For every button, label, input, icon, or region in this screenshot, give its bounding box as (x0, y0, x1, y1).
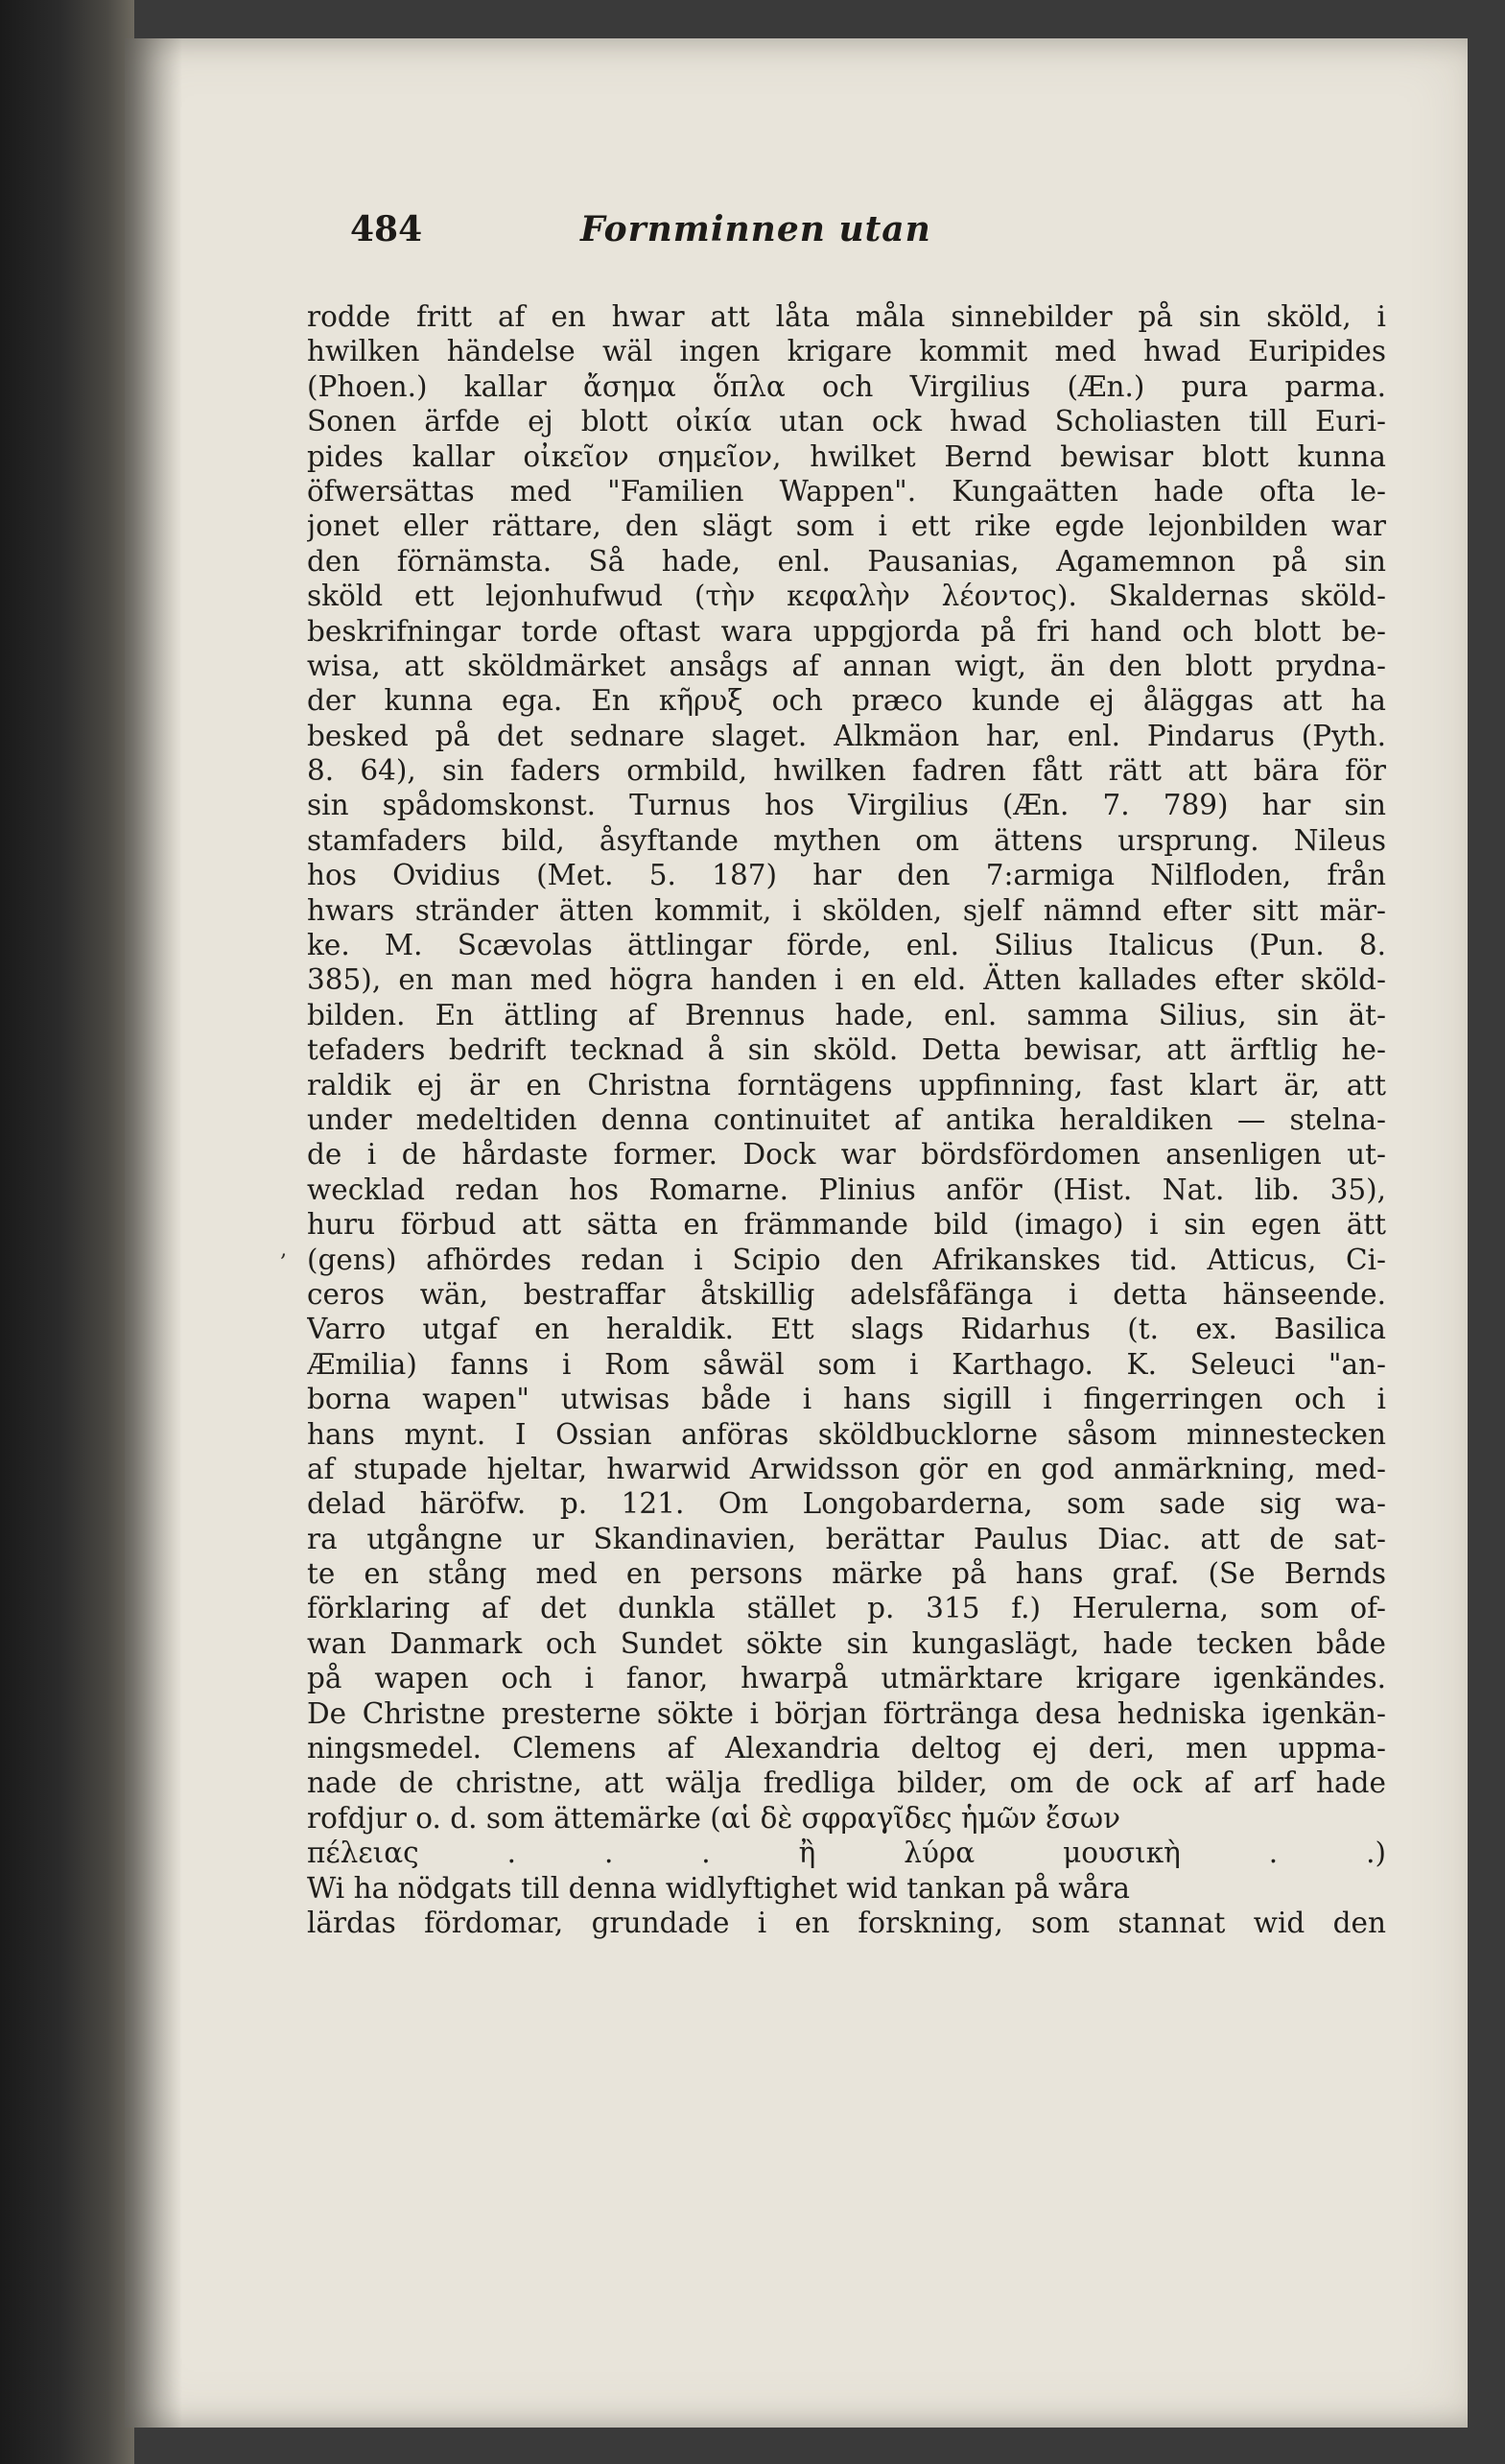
text-line: wisa, att sköldmärket ansågs af annan wigt, än den blott prydna- (307, 649, 1386, 682)
text-line: rodde fritt af en hwar att låta måla sinnebilder på sin sköld, i (307, 300, 1386, 333)
text-line: stamfaders bild, åsyftande mythen om ättens ursprung. Nileus (307, 823, 1386, 857)
spine-shadow (125, 38, 182, 2428)
text-line: huru förbud att sätta en främmande bild (imago) i sin egen ätt (307, 1208, 1386, 1242)
text-line: wan Danmark och Sundet sökte sin kungaslägt, hade tecken både (307, 1626, 1386, 1660)
text-line: Varro utgaf en heraldik. Ett slags Ridarhus (t. ex. Basilica (307, 1313, 1386, 1346)
text-line: under medeltiden denna continuitet af antika heraldiken — stelna- (307, 1102, 1386, 1136)
text-line: ningsmedel. Clemens af Alexandria deltog ej deri, men uppma- (307, 1732, 1386, 1765)
text-line: förklaring af det dunkla stället p. 315 f.) Herulerna, som of- (307, 1592, 1386, 1625)
text-line: (gens) afhördes redan i Scipio den Afrikanskes tid. Atticus, Ci- (307, 1243, 1386, 1276)
text-line: tefaders bedrift tecknad å sin sköld. Detta bewisar, att ärftlig he- (307, 1033, 1386, 1067)
text-line: på wapen och i fanor, hwarpå utmärktare krigare igenkändes. (307, 1662, 1386, 1695)
text-line: Sonen ärfde ej blott οἰκία utan ock hwad Scholiasten till Euri- (307, 405, 1386, 438)
text-line: te en stång med en persons märke på hans graf. (Se Bernds (307, 1557, 1386, 1591)
text-line: wecklad redan hos Romarne. Plinius anför (Hist. Nat. lib. 35), (307, 1173, 1386, 1206)
text-line: ke. M. Scævolas ättlingar förde, enl. Silius Italicus (Pun. 8. (307, 929, 1386, 962)
text-line: pides kallar οἰκεῖον σημεῖον, hwilket Bernd bewisar blott kunna (307, 439, 1386, 473)
page-number: 484 (350, 209, 423, 249)
text-line: hwars stränder ätten kommit, i skölden, sjelf nämnd efter sitt mär- (307, 893, 1386, 927)
text-line: der kunna ega. En κῆρυξ och præco kunde ej åläggas att ha (307, 684, 1386, 718)
text-line: den förnämsta. Så hade, enl. Pausanias, Agamemnon på sin (307, 544, 1386, 578)
text-line: hwilken händelse wäl ingen krigare kommit med hwad Euripides (307, 335, 1386, 368)
text-line: bilden. En ättling af Brennus hade, enl. samma Silius, sin ät- (307, 998, 1386, 1031)
text-line: sin spådomskonst. Turnus hos Virgilius (Æn. 7. 789) har sin (307, 789, 1386, 822)
running-head: Fornminnen utan (580, 209, 931, 249)
text-line: raldik ej är en Christna forntägens uppfinning, fast klart är, att (307, 1068, 1386, 1102)
text-line: nade de christne, att wälja fredliga bilder, om de ock af arf hade (307, 1766, 1386, 1800)
text-line: ceros wän, bestraffar åtskillig adelsfåfänga i detta hänseende. (307, 1277, 1386, 1311)
text-line: besked på det sednare slaget. Alkmäon har, enl. Pindarus (Pyth. (307, 719, 1386, 752)
text-line: öfwersättas med "Familien Wappen". Kungaätten hade ofta le- (307, 474, 1386, 508)
text-line: borna wapen" utwisas både i hans sigill i fingerringen och i (307, 1383, 1386, 1416)
text-line: De Christne presterne sökte i början förtränga desa hedniska igenkän- (307, 1696, 1386, 1730)
page-header (350, 209, 1156, 276)
text-line: 385), en man med högra handen i en eld. Ätten kallades efter sköld- (307, 963, 1386, 997)
text-line: πέλειας . . . ἢ λύρα μουσικὴ . .) (307, 1836, 1386, 1870)
text-line: rofdjur o. d. som ättemärke (αἱ δὲ σφραγῖδες ἡμῶν ἔσων (307, 1801, 1121, 1835)
text-line: (Phoen.) kallar ἄσημα ὅπλα och Virgilius (Æn.) pura parma. (307, 369, 1386, 403)
text-line: Wi ha nödgats till denna widlyftighet wid tankan på wåra (307, 1871, 1130, 1905)
text-line: sköld ett lejonhufwud (τὴν κεφαλὴν λέοντος). Skaldernas sköld- (307, 580, 1386, 613)
text-line: delad häröfw. p. 121. Om Longobarderna, som sade sig wa- (307, 1487, 1386, 1521)
text-line: jonet eller rättare, den slägt som i ett rike egde lejonbilden war (307, 509, 1386, 543)
text-line: lärdas fördomar, grundade i en forskning, som stannat wid den (307, 1906, 1386, 1939)
body-text (307, 299, 1386, 2334)
text-line: beskrifningar torde oftast wara uppgjorda på fri hand och blott be- (307, 614, 1386, 648)
text-line: hos Ovidius (Met. 5. 187) har den 7:armiga Nilfloden, från (307, 859, 1386, 892)
text-line: Æmilia) fanns i Rom såwäl som i Karthago. K. Seleuci "an- (307, 1347, 1386, 1381)
scan-dark-edge (0, 0, 134, 2464)
text-line: af stupade hjeltar, hwarwid Arwidsson gör en god anmärkning, med- (307, 1452, 1386, 1485)
text-line: ra utgångne ur Skandinavien, berättar Paulus Diac. att de sat- (307, 1522, 1386, 1555)
margin-mark: ‚ (280, 1238, 287, 1262)
text-line: 8. 64), sin faders ormbild, hwilken fadren fått rätt att bära för (307, 754, 1386, 788)
text-line: hans mynt. I Ossian anföras sköldbucklorne såsom minnestecken (307, 1417, 1386, 1451)
text-line: de i de hårdaste former. Dock war bördsfördomen ansenligen ut- (307, 1138, 1386, 1172)
